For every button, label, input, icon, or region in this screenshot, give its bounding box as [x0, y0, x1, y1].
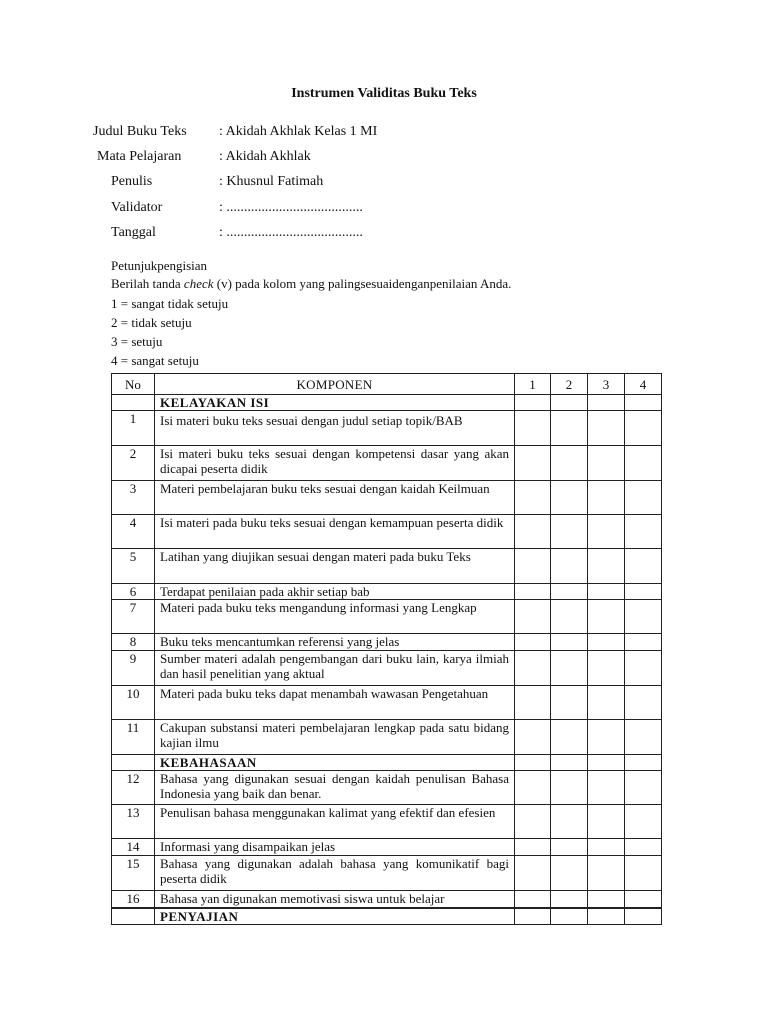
score-checkbox-cell-1[interactable]	[515, 720, 551, 755]
section-row	[112, 908, 662, 925]
score-checkbox-cell-2[interactable]	[551, 686, 588, 720]
section-score-cell-4	[625, 908, 662, 925]
row-component-text: Bahasa yan digunakan memotivasi siswa untuk belajar	[155, 891, 515, 909]
section-score-cell-2	[551, 395, 588, 411]
score-checkbox-cell-3[interactable]	[588, 515, 625, 549]
row-number: 12	[112, 771, 155, 805]
score-checkbox-cell-1[interactable]	[515, 839, 551, 856]
score-checkbox-cell-1[interactable]	[515, 481, 551, 515]
score-checkbox-cell-3[interactable]	[588, 446, 625, 481]
score-checkbox-cell-2[interactable]	[551, 481, 588, 515]
row-number: 15	[112, 856, 155, 891]
row-component-text: Informasi yang disampaikan jelas	[155, 839, 515, 856]
score-checkbox-cell-3[interactable]	[588, 720, 625, 755]
table-row	[112, 549, 662, 584]
section-no-cell	[112, 395, 155, 411]
score-checkbox-cell-4[interactable]	[625, 515, 662, 549]
section-score-cell-3	[588, 908, 625, 925]
score-checkbox-cell-4[interactable]	[625, 720, 662, 755]
scale-1: 1 = sangat tidak setuju	[111, 296, 229, 311]
section-score-cell-3	[588, 395, 625, 411]
score-checkbox-cell-4[interactable]	[625, 481, 662, 515]
score-checkbox-cell-2[interactable]	[551, 411, 588, 446]
row-number: 7	[112, 600, 155, 634]
score-checkbox-cell-4[interactable]	[625, 600, 662, 634]
row-number: 10	[112, 686, 155, 720]
score-checkbox-cell-3[interactable]	[588, 805, 625, 839]
score-checkbox-cell-1[interactable]	[515, 634, 551, 651]
row-number: 6	[112, 584, 155, 600]
table-row	[112, 651, 662, 686]
row-component-text: Isi materi buku teks sesuai dengan kompetensi dasar yang akan dicapai peserta didik	[155, 446, 515, 481]
field-label-mapel: Mata Pelajaran	[97, 149, 182, 164]
score-checkbox-cell-3[interactable]	[588, 634, 625, 651]
score-checkbox-cell-1[interactable]	[515, 686, 551, 720]
table-row	[112, 600, 662, 634]
row-component-text: Isi materi pada buku teks sesuai dengan kemampuan peserta didik	[155, 515, 515, 549]
score-checkbox-cell-3[interactable]	[588, 481, 625, 515]
validation-table	[111, 373, 662, 925]
row-number: 4	[112, 515, 155, 549]
field-value-tanggal: : .......................................	[219, 225, 363, 240]
section-title: KELAYAKAN ISI	[155, 395, 515, 411]
score-checkbox-cell-4[interactable]	[625, 651, 662, 686]
score-checkbox-cell-1[interactable]	[515, 651, 551, 686]
score-checkbox-cell-1[interactable]	[515, 515, 551, 549]
score-checkbox-cell-4[interactable]	[625, 446, 662, 481]
score-checkbox-cell-2[interactable]	[551, 891, 588, 909]
score-checkbox-cell-3[interactable]	[588, 584, 625, 600]
score-checkbox-cell-4[interactable]	[625, 771, 662, 805]
score-checkbox-cell-1[interactable]	[515, 891, 551, 909]
row-component-text: Materi pada buku teks dapat menambah wawasan Pengetahuan	[155, 686, 515, 720]
table-row	[112, 411, 662, 446]
row-number: 1	[112, 411, 155, 446]
table-row	[112, 446, 662, 481]
field-label-tanggal: Tanggal	[111, 225, 156, 240]
score-checkbox-cell-2[interactable]	[551, 856, 588, 891]
table-row	[112, 634, 662, 651]
score-checkbox-cell-1[interactable]	[515, 771, 551, 805]
score-checkbox-cell-4[interactable]	[625, 856, 662, 891]
row-component-text: Latihan yang diujikan sesuai dengan materi pada buku Teks	[155, 549, 515, 584]
score-checkbox-cell-1[interactable]	[515, 411, 551, 446]
score-checkbox-cell-1[interactable]	[515, 856, 551, 891]
field-value-penulis: : Khusnul Fatimah	[219, 174, 324, 189]
row-component-text: Buku teks mencantumkan referensi yang jelas	[155, 634, 515, 651]
field-label-penulis: Penulis	[111, 174, 153, 189]
score-checkbox-cell-1[interactable]	[515, 600, 551, 634]
scale-4: 4 = sangat setuju	[111, 353, 199, 368]
score-checkbox-cell-4[interactable]	[625, 634, 662, 651]
field-value-judul: : Akidah Akhlak Kelas 1 MI	[219, 124, 378, 139]
score-checkbox-cell-1[interactable]	[515, 446, 551, 481]
header-score-4: 4	[625, 374, 662, 395]
score-checkbox-cell-4[interactable]	[625, 805, 662, 839]
score-checkbox-cell-2[interactable]	[551, 839, 588, 856]
table-row	[112, 686, 662, 720]
instructions-line-italic: check	[183, 276, 214, 291]
field-label-validator: Validator	[111, 200, 163, 215]
score-checkbox-cell-4[interactable]	[625, 686, 662, 720]
score-checkbox-cell-1[interactable]	[515, 584, 551, 600]
score-checkbox-cell-2[interactable]	[551, 584, 588, 600]
header-score-1: 1	[515, 374, 551, 395]
score-checkbox-cell-2[interactable]	[551, 515, 588, 549]
row-component-text: Materi pembelajaran buku teks sesuai dengan kaidah Keilmuan	[155, 481, 515, 515]
table-header-row	[112, 374, 662, 395]
section-score-cell-1	[515, 908, 551, 925]
section-title: KEBAHASAAN	[155, 755, 515, 771]
table-row	[112, 805, 662, 839]
table-row	[112, 891, 662, 909]
score-checkbox-cell-3[interactable]	[588, 839, 625, 856]
row-number: 9	[112, 651, 155, 686]
score-checkbox-cell-4[interactable]	[625, 891, 662, 909]
section-no-cell	[112, 908, 155, 925]
scale-3: 3 = setuju	[111, 334, 163, 349]
score-checkbox-cell-2[interactable]	[551, 805, 588, 839]
header-score-2: 2	[551, 374, 588, 395]
row-component-text: Materi pada buku teks mengandung informasi yang Lengkap	[155, 600, 515, 634]
score-checkbox-cell-2[interactable]	[551, 600, 588, 634]
score-checkbox-cell-3[interactable]	[588, 891, 625, 909]
score-checkbox-cell-4[interactable]	[625, 584, 662, 600]
score-checkbox-cell-4[interactable]	[625, 549, 662, 584]
section-no-cell	[112, 755, 155, 771]
score-checkbox-cell-2[interactable]	[551, 549, 588, 584]
score-checkbox-cell-3[interactable]	[588, 549, 625, 584]
section-row	[112, 755, 662, 771]
score-checkbox-cell-2[interactable]	[551, 720, 588, 755]
section-row	[112, 395, 662, 411]
score-checkbox-cell-3[interactable]	[588, 651, 625, 686]
instructions-heading: Petunjukpengisian	[111, 258, 208, 273]
row-component-text: Bahasa yang digunakan adalah bahasa yang komunikatif bagi peserta didik	[155, 856, 515, 891]
row-number: 13	[112, 805, 155, 839]
table-row	[112, 584, 662, 600]
score-checkbox-cell-1[interactable]	[515, 549, 551, 584]
row-number: 8	[112, 634, 155, 651]
field-value-mapel: : Akidah Akhlak	[219, 149, 311, 164]
section-score-cell-1	[515, 755, 551, 771]
row-component-text: Bahasa yang digunakan sesuai dengan kaidah penulisan Bahasa Indonesia yang baik dan benar.	[155, 771, 515, 805]
header-no: No	[112, 374, 155, 395]
table-row	[112, 720, 662, 755]
score-checkbox-cell-2[interactable]	[551, 634, 588, 651]
score-checkbox-cell-1[interactable]	[515, 805, 551, 839]
table-row	[112, 771, 662, 805]
row-component-text: Cakupan substansi materi pembelajaran lengkap pada satu bidang kajian ilmu	[155, 720, 515, 755]
row-component-text: Sumber materi adalah pengembangan dari buku lain, karya ilmiah dan hasil penelitian yang aktual	[155, 651, 515, 686]
table-row	[112, 481, 662, 515]
table-body	[112, 395, 662, 925]
row-number: 3	[112, 481, 155, 515]
score-checkbox-cell-4[interactable]	[625, 839, 662, 856]
section-score-cell-2	[551, 755, 588, 771]
section-score-cell-4	[625, 395, 662, 411]
score-checkbox-cell-3[interactable]	[588, 686, 625, 720]
row-number: 16	[112, 891, 155, 909]
score-checkbox-cell-4[interactable]	[625, 411, 662, 446]
score-checkbox-cell-2[interactable]	[551, 651, 588, 686]
table-row	[112, 515, 662, 549]
row-number: 11	[112, 720, 155, 755]
section-score-cell-1	[515, 395, 551, 411]
section-score-cell-2	[551, 908, 588, 925]
score-checkbox-cell-3[interactable]	[588, 856, 625, 891]
row-number: 2	[112, 446, 155, 481]
row-component-text: Terdapat penilaian pada akhir setiap bab	[155, 584, 515, 600]
score-checkbox-cell-2[interactable]	[551, 446, 588, 481]
row-component-text: Isi materi buku teks sesuai dengan judul setiap topik/BAB	[155, 411, 515, 446]
header-score-3: 3	[588, 374, 625, 395]
field-label-judul: Judul Buku Teks	[93, 124, 187, 139]
field-value-validator: : .......................................	[219, 200, 363, 215]
row-component-text: Penulisan bahasa menggunakan kalimat yang efektif dan efesien	[155, 805, 515, 839]
score-checkbox-cell-2[interactable]	[551, 771, 588, 805]
table-row	[112, 856, 662, 891]
score-checkbox-cell-3[interactable]	[588, 411, 625, 446]
header-komponen: KOMPONEN	[155, 374, 515, 395]
row-number: 14	[112, 839, 155, 856]
row-number: 5	[112, 549, 155, 584]
instructions-line-before: Berilah tanda	[111, 276, 184, 291]
score-checkbox-cell-3[interactable]	[588, 600, 625, 634]
section-title: PENYAJIAN	[155, 908, 515, 925]
section-score-cell-4	[625, 755, 662, 771]
instructions-line-after: (v) pada kolom yang palingsesuaidenganpenilaian Anda.	[213, 276, 512, 291]
scale-2: 2 = tidak setuju	[111, 315, 192, 330]
instructions-line	[111, 276, 511, 292]
document-title: Instrumen Validitas Buku Teks	[291, 86, 477, 101]
table-row	[112, 839, 662, 856]
section-score-cell-3	[588, 755, 625, 771]
score-checkbox-cell-3[interactable]	[588, 771, 625, 805]
